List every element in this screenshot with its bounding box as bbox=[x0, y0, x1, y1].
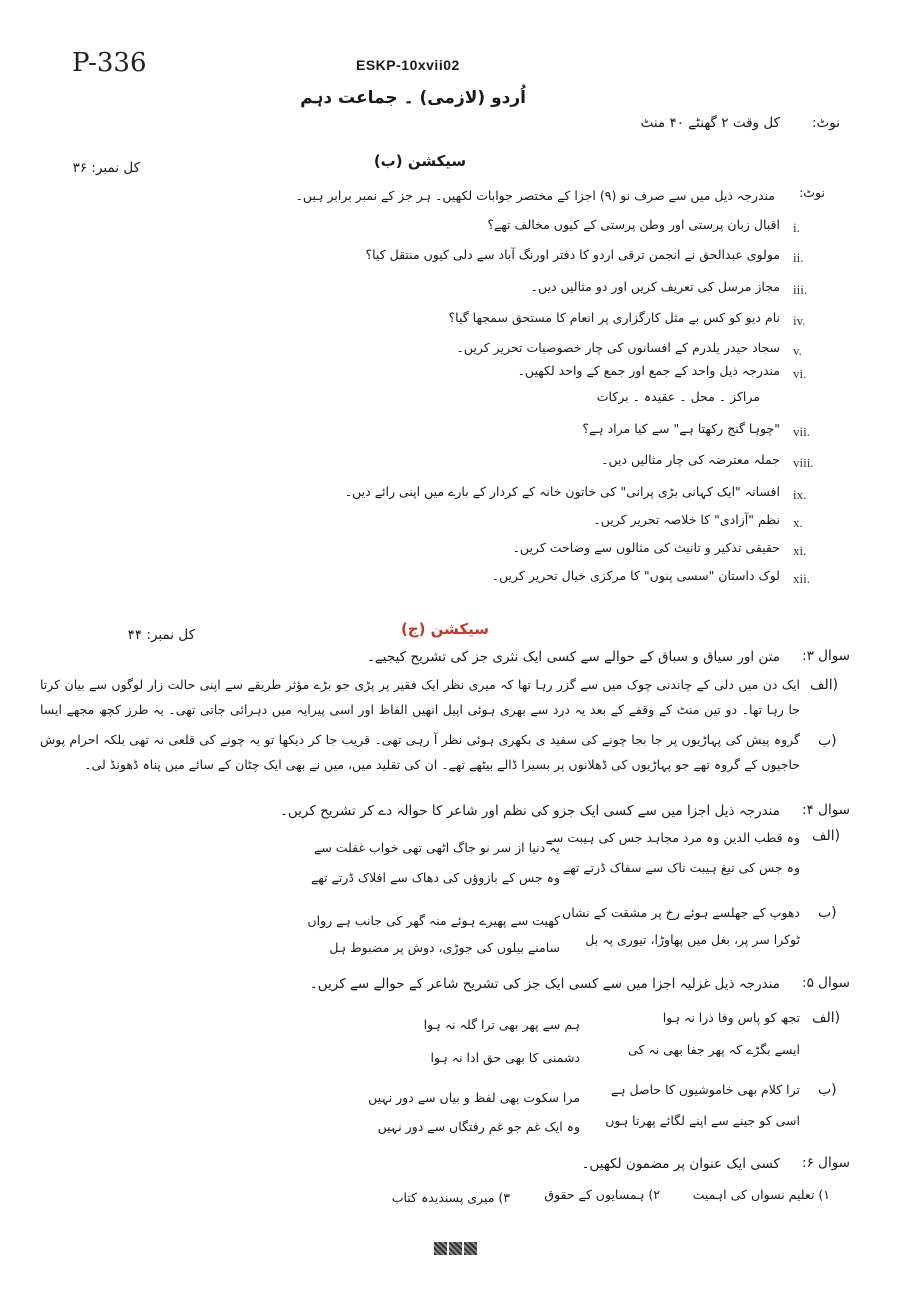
question-number: ii. bbox=[793, 250, 804, 265]
question-number: v. bbox=[793, 343, 802, 358]
verse-line: وہ قطب الدین وہ مرد مجاہد جس کی ہیبت سے bbox=[545, 830, 800, 845]
q3-instruction: متن اور سیاق و سباق کے حوالے سے کسی ایک نثری جز کی تشریح کیجیے۔ bbox=[366, 649, 780, 665]
q3-part-a-passage: ایک دن میں دلی کے چاندنی چوک میں سے گزر رہا تھا کہ میری نظر ایک فقیر پر پڑی جو بڑے مؤثر طریقے سے اپنی حالت زار لوگوں سے بیان کرتا جا رہا تھا۔ دو تین منٹ کے وقفے کے بعد یہ درد سے بھری ہوئی اپیل انھیں الفاظ اور اسی پیرایہ میں دہرائی جاتی تھی۔ یہ طرز کچھ مجھے ایسا bbox=[40, 677, 800, 717]
question-number: xi. bbox=[793, 543, 807, 558]
question-number: vii. bbox=[793, 424, 810, 439]
q4-part-b-label: (ب bbox=[818, 905, 837, 921]
question-number: iv. bbox=[793, 313, 806, 328]
q5-part-b-label: (ب bbox=[818, 1082, 837, 1098]
question-number: iii. bbox=[793, 282, 808, 297]
verse-line: وہ جس کی تیغ ہیبت ناک سے سفاک ڈرتے تھے bbox=[562, 860, 800, 875]
section-b-instruction: مندرجہ ذیل میں سے صرف نو (۹) اجزا کے مختصر جوابات لکھیں۔ ہر جز کے نمبر برابر ہیں۔ bbox=[295, 188, 775, 203]
question-text: "چوہا گنج رکھتا ہے" سے کیا مراد ہے؟ bbox=[582, 421, 780, 436]
essay-topic: ۱) تعلیم نسواں کی اہمیت bbox=[692, 1187, 830, 1202]
q3-label: سوال ۳: bbox=[802, 648, 850, 664]
q4-part-a-label: (الف bbox=[812, 828, 841, 844]
q3-part-a-label: (الف bbox=[810, 677, 839, 693]
verse-line: ہم سے پھر بھی ترا گلہ نہ ہوا bbox=[423, 1017, 580, 1032]
question-text: افسانہ "ایک کہانی بڑی پرانی" کی خاتون خانہ کے کردار کے بارے میں اپنی رائے دیں۔ bbox=[344, 484, 780, 499]
handwritten-paper-code: P-336 bbox=[72, 48, 147, 78]
verse-line: اسی کو جینے سے اپنے لگائے پھرتا ہوں bbox=[605, 1113, 800, 1128]
q3-part-b-passage: گروہ پیش کی پہاڑیوں پر جا بجا چونے کی سفید ی بکھری ہوئی نظر آ رہی تھی۔ قریب جا کر دیکھا تو یہ چونے کی قلعی نہ تھی بلکہ احرام پوش حاجیوں کے گروہ تھے جو پہاڑیوں کی ڈھلانوں پر بسیرا ڈالے بیٹھے تھے۔ ان کی تقلید میں، میں نے بھی ایک چٹان کے سائے میں پناہ ڈھونڈ لی۔ bbox=[40, 732, 800, 772]
time-note-label: نوٹ: bbox=[812, 115, 840, 131]
question-text: لوک داستان "سسی پنوں" کا مرکزی خیال تحریر کریں۔ bbox=[491, 568, 780, 583]
question-number: i. bbox=[793, 220, 800, 235]
question-number: viii. bbox=[793, 455, 814, 470]
q4-instruction: مندرجہ ذیل اجزا میں سے کسی ایک جزو کی نظم اور شاعر کا حوالہ دے کر تشریح کریں۔ bbox=[279, 803, 780, 819]
q6-instruction: کسی ایک عنوان پر مضمون لکھیں۔ bbox=[581, 1156, 780, 1172]
question-text: نظم "آزادی" کا خلاصہ تحریر کریں۔ bbox=[593, 512, 780, 527]
question-number: x. bbox=[793, 515, 803, 530]
verse-line: یہ دنیا از سر نو جاگ اٹھی تھی خواب غفلت سے bbox=[314, 840, 560, 855]
essay-topic: ۲) ہمسایوں کے حقوق bbox=[544, 1187, 660, 1202]
q5-instruction: مندرجہ ذیل غزلیہ اجزا میں سے کسی ایک جز کی تشریح شاعر کے حوالے سے کریں۔ bbox=[309, 976, 780, 992]
essay-topic: ۳) میری پسندیدہ کتاب bbox=[391, 1190, 510, 1205]
question-text: نام دیو کو کس بے مثل کارگزاری پر انعام کا مستحق سمجھا گیا؟ bbox=[448, 310, 780, 325]
section-b-total-marks: کل نمبر: ۳۶ bbox=[72, 160, 140, 176]
paper-code: ESKP-10xvii02 bbox=[356, 57, 460, 73]
question-text: مولوی عبدالحق نے انجمن ترقی اردو کا دفتر اورنگ آباد سے دلی کیوں منتقل کیا؟ bbox=[365, 247, 780, 262]
question-text: اقبال زبان پرستی اور وطن پرستی کے کیوں مخالف تھے؟ bbox=[487, 217, 780, 232]
q6-label: سوال ۶: bbox=[802, 1155, 850, 1171]
question-number: ix. bbox=[793, 487, 807, 502]
section-b-title: سیکشن (ب) bbox=[373, 152, 467, 170]
barcode-stamp-icon bbox=[434, 1242, 477, 1255]
verse-line: وہ ایک غم جو غم رفتگاں سے دور نہیں bbox=[377, 1119, 580, 1134]
section-c-title: سیکشن (ج) bbox=[400, 620, 490, 638]
q5-part-a-label: (الف bbox=[812, 1010, 841, 1026]
question-text: مجاز مرسل کی تعریف کریں اور دو مثالیں دیں۔ bbox=[530, 279, 780, 294]
verse-line: دھوپ کے جھلسے ہوئے رخ پر مشقت کے نشاں bbox=[562, 905, 800, 920]
verse-line: وہ جس کے بازوؤں کی دھاک سے افلاک ڈرتے تھے bbox=[310, 870, 560, 885]
question-text: جملہ معترضہ کی چار مثالیں دیں۔ bbox=[601, 452, 780, 467]
time-allowed: کل وقت ۲ گھنٹے ۴۰ منٹ bbox=[640, 115, 780, 131]
verse-line: ترا کلام بھی خاموشیوں کا حاصل ہے bbox=[610, 1082, 800, 1097]
verse-line: تجھ کو پاس وفا ذرا نہ ہوا bbox=[662, 1010, 800, 1025]
verse-line: سامنے بیلوں کی جوڑی، دوش پر مضبوط ہل bbox=[329, 940, 560, 955]
section-c-total-marks: کل نمبر: ۴۴ bbox=[127, 627, 195, 643]
verse-line: مرا سکوت بھی لفظ و بیاں سے دور نہیں bbox=[368, 1090, 580, 1105]
verse-line: ایسے بگڑے کہ پھر جفا بھی نہ کی bbox=[628, 1042, 800, 1057]
q5-label: سوال ۵: bbox=[802, 975, 850, 991]
q4-label: سوال ۴: bbox=[802, 802, 850, 818]
question-number: vi. bbox=[793, 366, 807, 381]
question-number: xii. bbox=[793, 571, 810, 586]
question-text: مندرجہ ذیل واحد کے جمع اور جمع کے واحد لکھیں۔ bbox=[517, 363, 780, 378]
verse-line: ٹوکرا سر پر، بغل میں پھاوڑا، تیوری پہ بل bbox=[585, 932, 800, 947]
verse-line: دشمنی کا بھی حق ادا نہ ہوا bbox=[430, 1050, 580, 1065]
q3-part-b-label: (ب bbox=[818, 733, 837, 749]
verse-line: کھیت سے پھیرے ہوئے منہ گھر کی جانب ہے رواں bbox=[307, 913, 560, 928]
section-b-note-label: نوٹ: bbox=[799, 185, 825, 200]
question-text: مراکز ۔ محل ۔ عقیدہ ۔ برکات bbox=[596, 389, 760, 404]
question-text: سجاد حیدر یلدرم کے افسانوں کی چار خصوصیات تحریر کریں۔ bbox=[456, 340, 780, 355]
subject-title: اُردو (لازمی) ۔ جماعت دہم bbox=[300, 88, 526, 108]
question-text: حقیقی تذکیر و تانیث کی مثالوں سے وضاحت کریں۔ bbox=[512, 540, 780, 555]
